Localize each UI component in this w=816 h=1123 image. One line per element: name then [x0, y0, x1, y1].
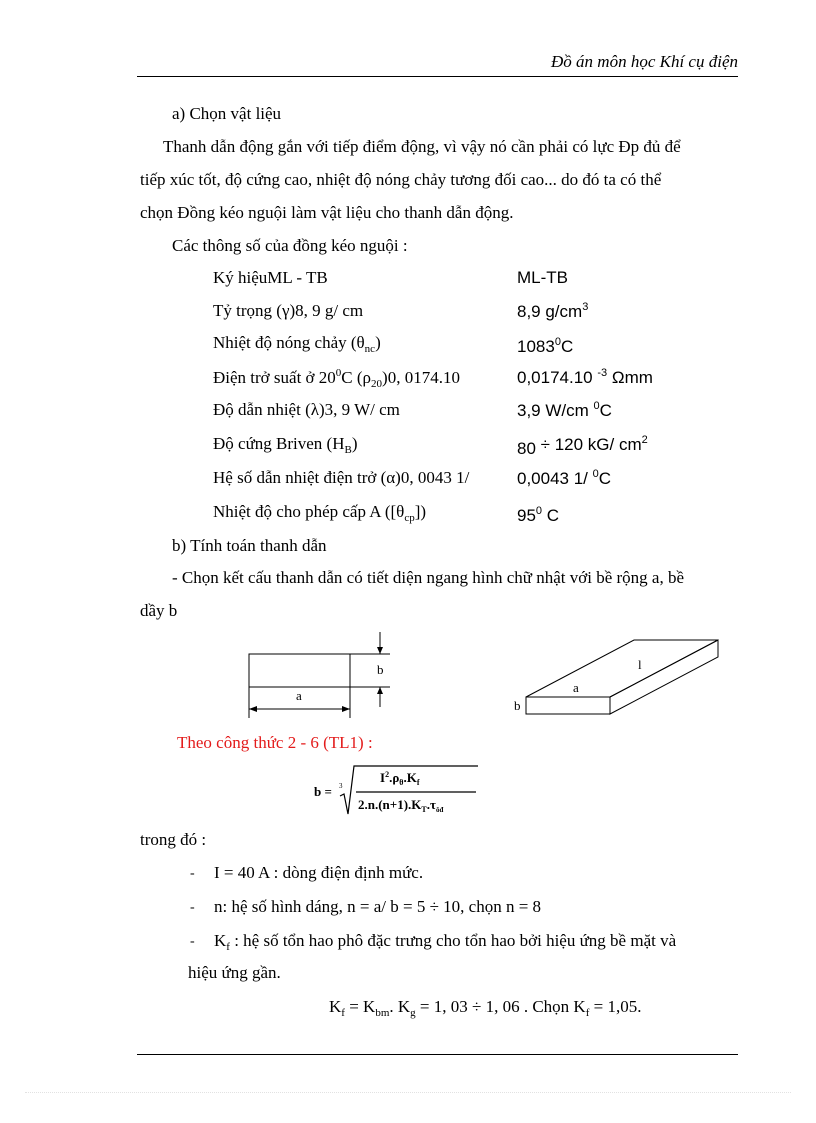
bar-label-l: l: [638, 657, 642, 672]
bullet-marker: -: [190, 900, 195, 915]
footer-rule: [137, 1054, 738, 1055]
paragraph-line: chọn Đồng kéo nguội làm vật liệu cho thanh dẫn động.: [140, 203, 514, 222]
param-value: 80 ÷ 120 kG/ $cm^2$: [517, 434, 648, 458]
param-label: Tỷ trọng (γ)8, 9 g/ cm: [213, 301, 364, 320]
paragraph-line: - Chọn kết cấu thanh dẫn có tiết diện ngang hình chữ nhật với bề rộng a, bề: [172, 568, 685, 587]
formula-lhs: b =: [314, 784, 332, 799]
param-label: Độ dẫn nhiệt (λ)3, 9 W/ cm: [213, 400, 400, 419]
params-intro: Các thông số của đồng kéo nguội :: [172, 236, 408, 255]
bar-label-a: a: [573, 680, 579, 695]
formula-reference: Theo công thức 2 - 6 (TL1) :: [177, 733, 373, 752]
header-rule: [137, 76, 738, 77]
where-intro: trong đó :: [140, 830, 207, 849]
list-item-continuation: hiệu ứng gần.: [188, 963, 281, 982]
param-value: $95^0$ C: [517, 505, 560, 525]
param-value: 0,0043 1/ $^0$C: [517, 468, 612, 488]
formula-denominator: $2.n.(n+1).K_T.\tau_{ôđ}$: [358, 797, 444, 814]
bar-label-b: b: [514, 698, 521, 713]
paragraph-line: Thanh dẫn động gắn với tiếp điểm động, vì vậy nó cần phải có lực Đp đủ để: [163, 137, 681, 156]
param-label: Độ cứng Briven $(H_B)$: [213, 434, 358, 456]
page-bottom-dotted-line: [25, 1092, 791, 1093]
bar-cross-section: [249, 654, 350, 687]
param-value: 3,9 W/cm $^0$C: [517, 400, 612, 420]
param-value: 8,9 $g/cm^3$: [517, 301, 589, 321]
formula-numerator: $I^2.\rho_\theta.K_f$: [380, 770, 420, 787]
paragraph-line: tiếp xúc tốt, độ cứng cao, nhiệt độ nóng chảy tương đối cao... do đó ta có thể: [140, 170, 662, 189]
isometric-bar-diagram: [508, 632, 723, 722]
kf-equation: $K_f = K_{bm}$. $K_g = 1$, 03 ÷ 1, 06 . Chọn $K_f = 1,05$.: [329, 997, 642, 1019]
param-label: Nhiệt độ cho phép cấp A $([\theta_{cp}])$: [213, 502, 427, 524]
formula-root-index: 3: [339, 782, 343, 790]
dimension-label-b: b: [377, 662, 384, 677]
param-value: 0,0174.10 $^{-3}$ Ωmm: [517, 367, 653, 387]
param-label: Hệ số dẫn nhiệt điện trở (α)0, 0043 1/: [213, 468, 470, 487]
section-a-heading: a) Chọn vật liệu: [172, 104, 282, 123]
formula-b: [314, 764, 484, 820]
param-label: Điện trở suất ở $20^0C$ $(\rho_{20})0$, 0174.10: [213, 367, 460, 390]
page-header-title: Đồ án môn học Khí cụ điện: [551, 52, 738, 71]
list-item: n: hệ số hình dáng, n = a/ b = 5 ÷ 10, chọn n = 8: [214, 897, 542, 916]
param-label: Nhiệt độ nóng chảy $(\theta_{nc})$: [213, 333, 381, 355]
list-item: $K_f$ : hệ số tổn hao phô đặc trưng cho tổn hao bởi hiệu ứng bề mặt và: [214, 931, 677, 953]
bullet-marker: -: [190, 934, 195, 949]
cross-section-diagram: [240, 630, 400, 722]
dimension-label-a: a: [296, 688, 302, 703]
paragraph-line: dầy b: [140, 601, 178, 620]
param-label: Ký hiệuML - TB: [213, 268, 328, 287]
bullet-marker: -: [190, 866, 195, 881]
list-item: I = 40 A : dòng điện định mức.: [214, 863, 424, 882]
param-value: 1083$^0$C: [517, 336, 574, 356]
section-b-heading: b) Tính toán thanh dẫn: [172, 536, 327, 555]
param-value: ML-TB: [517, 268, 568, 287]
